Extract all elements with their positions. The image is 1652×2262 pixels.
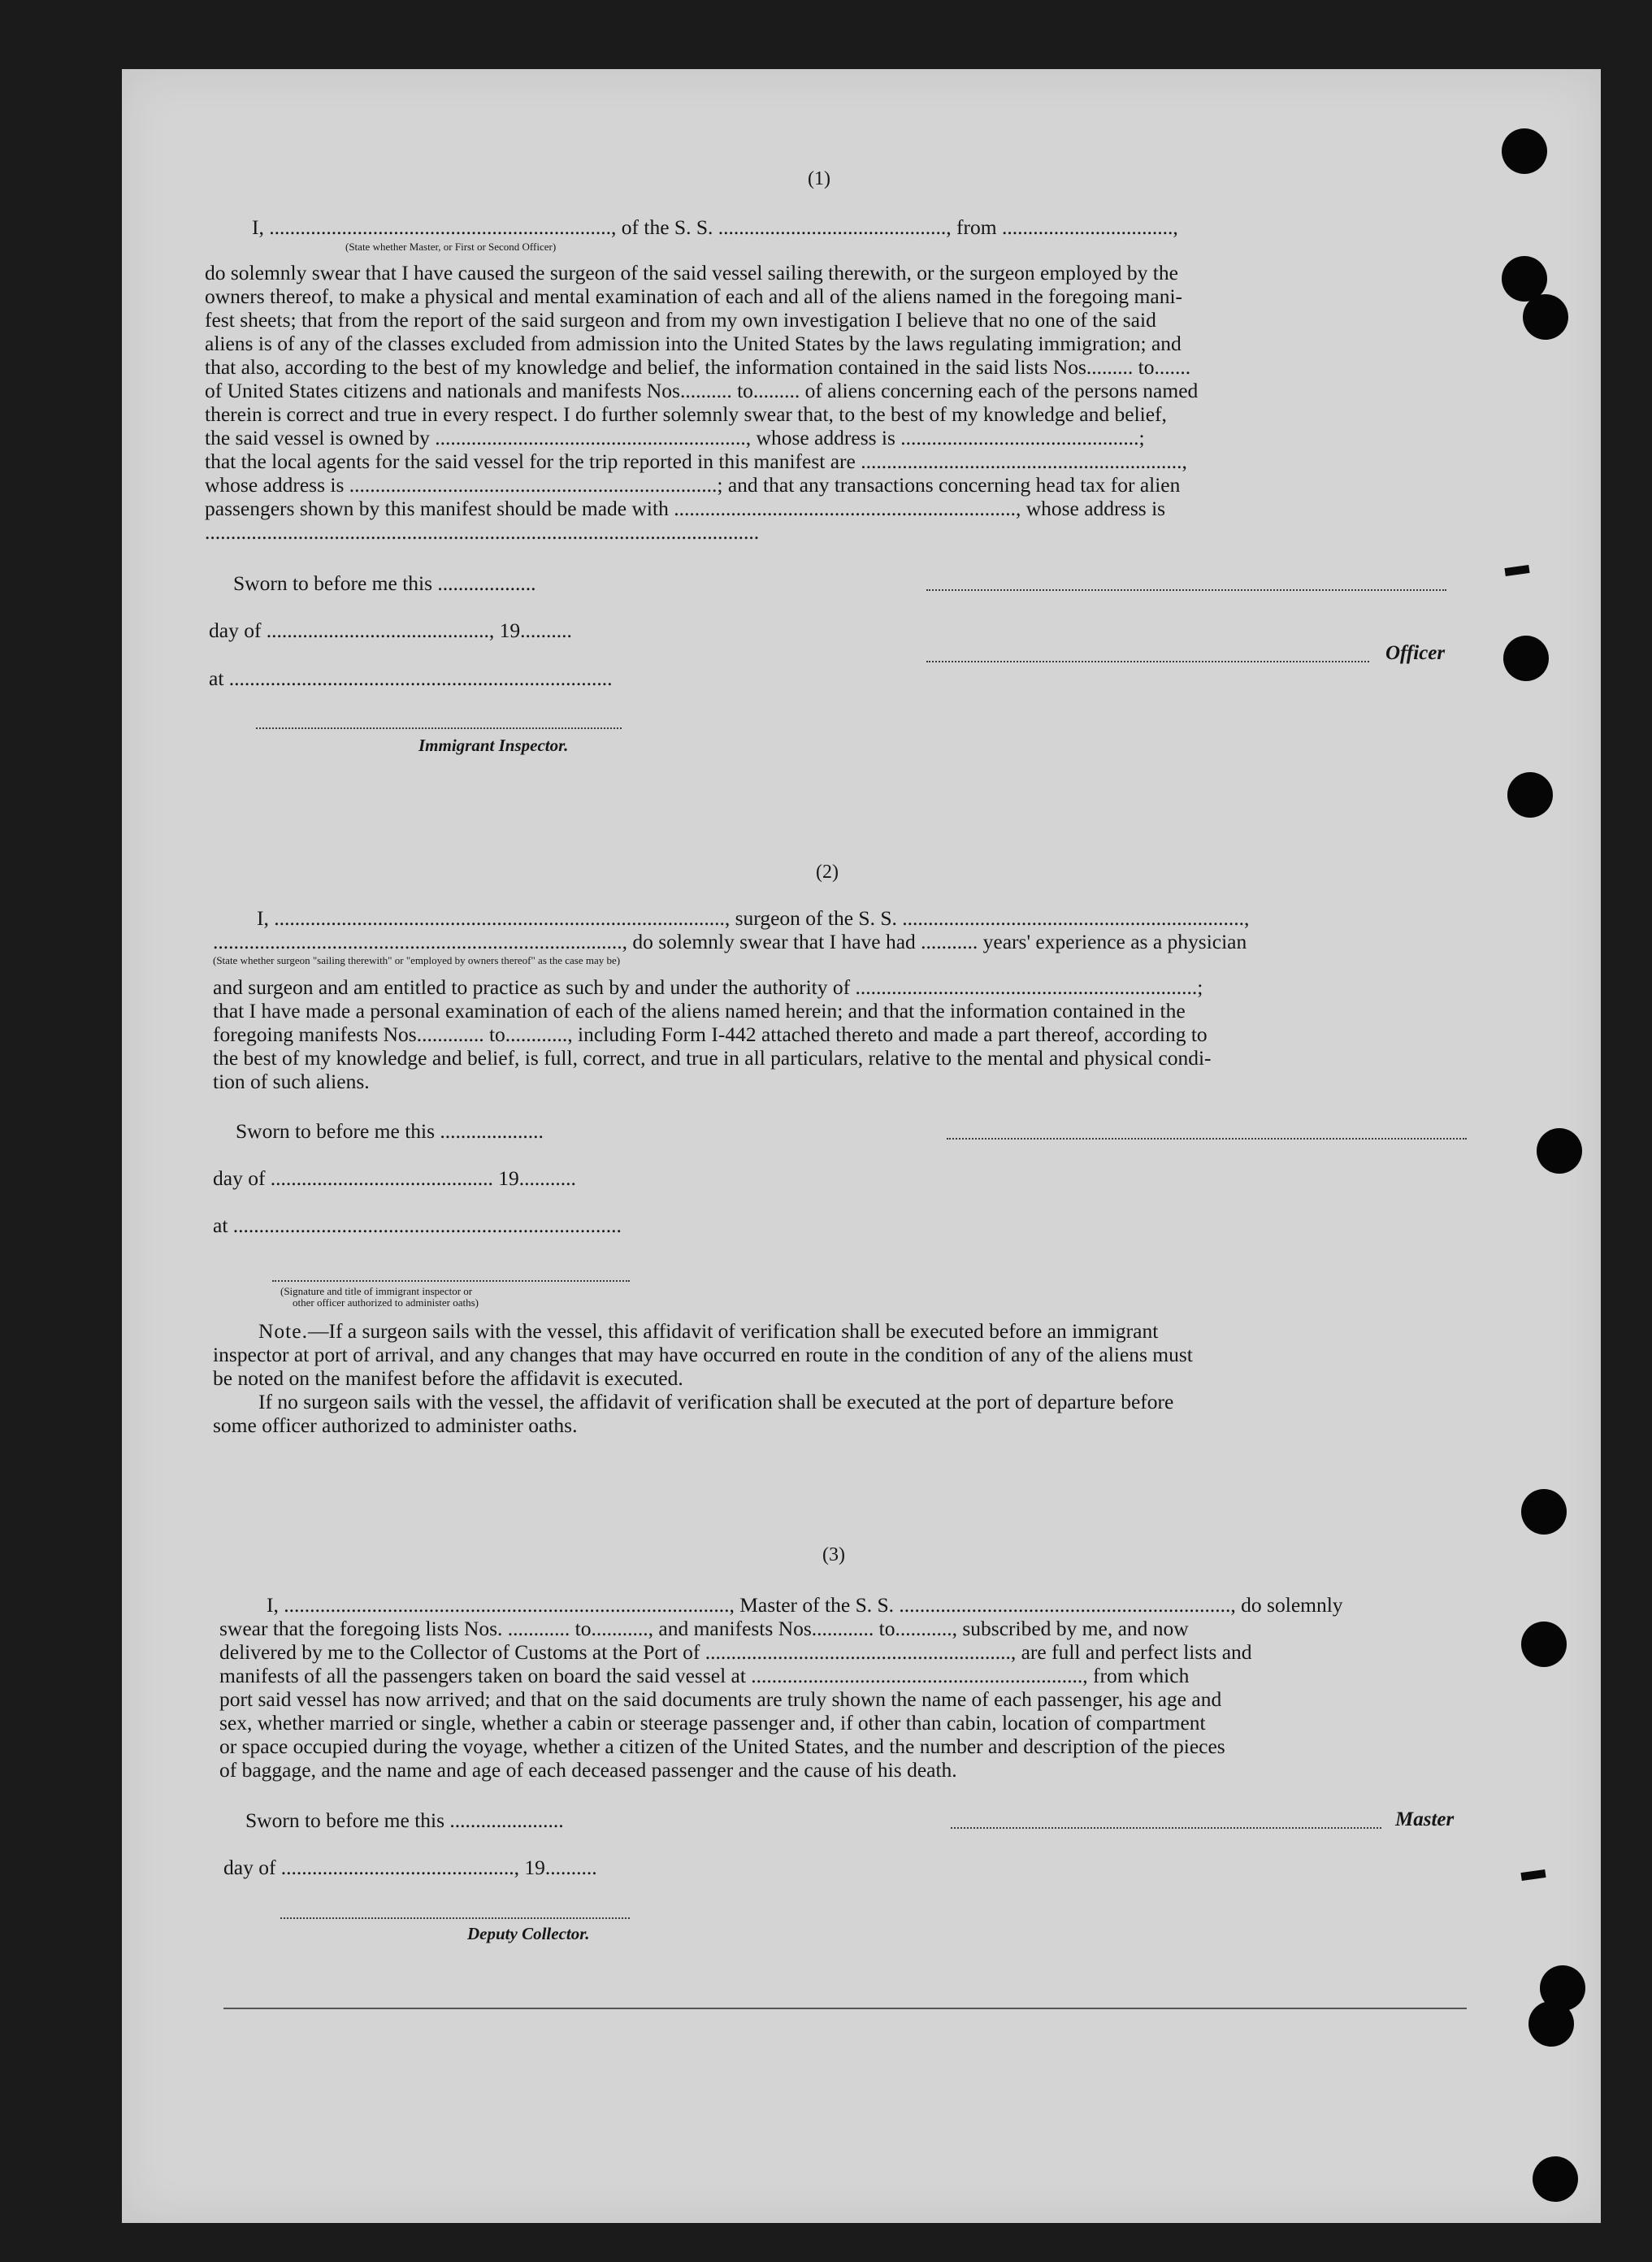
s2-note-line-1: inspector at port of arrival, and any changes that may have occurred en route in the condition of any of the aliens must: [213, 1343, 1193, 1366]
binder-hole-3: [1523, 294, 1568, 340]
s1-line-9: that the local agents for the said vessel for the trip reported in this manifest are ..............................................................,: [205, 449, 1187, 473]
s3-line-1: swear that the foregoing lists Nos. ............ to..........., and manifests Nos............ to..........., subscribed by me, and now: [219, 1617, 1189, 1640]
s2-footnote: (State whether surgeon "sailing therewith" or "employed by owners thereof" as the case may be): [213, 954, 621, 966]
s1-line-2: owners thereof, to make a physical and mental examination of each and all of the aliens named in the foregoing mani-: [205, 284, 1183, 308]
s1-line-11: passengers shown by this manifest should be made with .................................................................., whose address is: [205, 497, 1166, 520]
s1-officer-signature-line: [926, 661, 1369, 662]
s3-day: day of ............................................., 19..........: [223, 1856, 597, 1879]
s1-line-7: therein is correct and true in every respect. I do further solemnly swear that, to the best of my knowledge and belief,: [205, 402, 1167, 426]
s2-line-2: and surgeon and am entitled to practice as such by and under the authority of ..................................................................;: [213, 975, 1203, 999]
s2-signature-note-1: (Signature and title of immigrant inspector or: [280, 1285, 473, 1297]
s2-line-3: that I have made a personal examination of each of the aliens named herein; and that the information contained in the: [213, 999, 1186, 1022]
s3-line-5: sex, whether married or single, whether a cabin or steerage passenger and, if other than cabin, location of compartment: [219, 1711, 1206, 1734]
s1-footnote: (State whether Master, or First or Second Officer): [345, 241, 557, 253]
binder-hole-5: [1507, 772, 1553, 818]
s2-sworn-signature-line: [947, 1138, 1467, 1140]
s3-collector-label: Deputy Collector.: [467, 1924, 590, 1943]
s2-day: day of ........................................... 19...........: [213, 1166, 576, 1190]
s2-note-line-2: be noted on the manifest before the affidavit is executed.: [213, 1366, 683, 1390]
s3-sworn: Sworn to before me this ......................: [245, 1808, 564, 1832]
s3-line-0: I, ......................................................................................, Master of the S. S. ................................................................, do solemnly: [267, 1593, 1343, 1617]
s2-line-0: I, ......................................................................................., surgeon of the S. S. ..................................................................,: [257, 906, 1250, 930]
bottom-rule: [223, 2008, 1467, 2009]
s3-master-label: Master: [1395, 1808, 1455, 1830]
binder-hole-11: [1533, 2156, 1578, 2202]
s1-sworn: Sworn to before me this ...................: [233, 571, 536, 595]
s1-line-6: of United States citizens and nationals and manifests Nos.......... to......... of aliens concerning each of the persons named: [205, 379, 1199, 402]
s1-line-0: I, .................................................................., of the S. S. ............................................, from .................................,: [252, 215, 1178, 239]
s2-line-4: foregoing manifests Nos............. to............, including Form I-442 attached thereto and made a part thereof, according to: [213, 1022, 1208, 1046]
binder-hole-4: [1503, 636, 1549, 681]
s1-line-5: that also, according to the best of my knowledge and belief, the information contained in the said lists Nos......... to.......: [205, 355, 1191, 379]
s1-sworn-signature-line: [926, 589, 1446, 591]
section-1-number: (1): [808, 168, 830, 189]
s2-sworn: Sworn to before me this ....................: [236, 1119, 544, 1143]
s2-note-text-0: —If a surgeon sails with the vessel, this affidavit of verification shall be executed before an immigrant: [307, 1319, 1159, 1343]
s1-line-4: aliens is of any of the classes excluded from admission into the United States by the laws regulating immigration; and: [205, 332, 1182, 355]
s1-line-8: the said vessel is owned by ............................................................, whose address is ..............................................;: [205, 426, 1145, 449]
s3-line-7: of baggage, and the name and age of each deceased passenger and the cause of his death.: [219, 1758, 957, 1782]
s1-inspector-label: Immigrant Inspector.: [418, 736, 569, 755]
s2-note-label: Note.: [258, 1319, 308, 1343]
s2-note-line-4: some officer authorized to administer oaths.: [213, 1413, 578, 1437]
s3-line-4: port said vessel has now arrived; and that on the said documents are truly shown the name of each passenger, his age and: [219, 1687, 1222, 1711]
s2-signature-line: [272, 1280, 630, 1282]
s1-line-10: whose address is .......................................................................; and that any transactions concerning head tax for alien: [205, 473, 1181, 497]
s1-line-3: fest sheets; that from the report of the said surgeon and from my own investigation I believe that no one of the said: [205, 308, 1156, 332]
s3-collector-signature-line: [280, 1917, 630, 1919]
s3-line-2: delivered by me to the Collector of Customs at the Port of ..........................................................., are full and perfect lists and: [219, 1640, 1252, 1664]
s2-line-5: the best of my knowledge and belief, is full, correct, and true in all particulars, relative to the mental and physical condi-: [213, 1046, 1212, 1070]
binder-hole-7: [1521, 1489, 1567, 1535]
binder-hole-8: [1521, 1622, 1567, 1667]
section-2-number: (2): [816, 862, 839, 883]
manifest-page: [122, 69, 1601, 2223]
s2-note-line-3: If no surgeon sails with the vessel, the affidavit of verification shall be executed at the port of departure before: [258, 1390, 1174, 1413]
binder-hole-6: [1537, 1128, 1582, 1174]
s3-line-3: manifests of all the passengers taken on board the said vessel at ................................................................, from which: [219, 1664, 1190, 1687]
binder-hole-1: [1502, 128, 1547, 174]
s1-officer-label: Officer: [1385, 642, 1446, 664]
s2-line-6: tion of such aliens.: [213, 1070, 370, 1093]
s1-day: day of ..........................................., 19..........: [209, 619, 572, 642]
s2-note-line-0: [258, 1319, 1158, 1343]
binder-hole-10: [1528, 2001, 1574, 2047]
s1-inspector-signature-line: [256, 727, 622, 729]
s2-line-1: ..............................................................................., do solemnly swear that I have had ........... years' experience as a physician: [213, 930, 1247, 953]
section-3-number: (3): [822, 1544, 845, 1565]
s2-at: at ...........................................................................: [213, 1213, 622, 1237]
s3-master-signature-line: [951, 1827, 1381, 1829]
s1-at: at ..........................................................................: [209, 666, 613, 690]
s1-line-12: ...........................................................................................................: [205, 520, 760, 544]
s3-line-6: or space occupied during the voyage, whether a citizen of the United States, and the number and description of the pieces: [219, 1734, 1225, 1758]
s1-line-1: do solemnly swear that I have caused the surgeon of the said vessel sailing therewith, or the surgeon employed by the: [205, 261, 1178, 284]
s2-signature-note-2: other officer authorized to administer oaths): [293, 1296, 479, 1309]
